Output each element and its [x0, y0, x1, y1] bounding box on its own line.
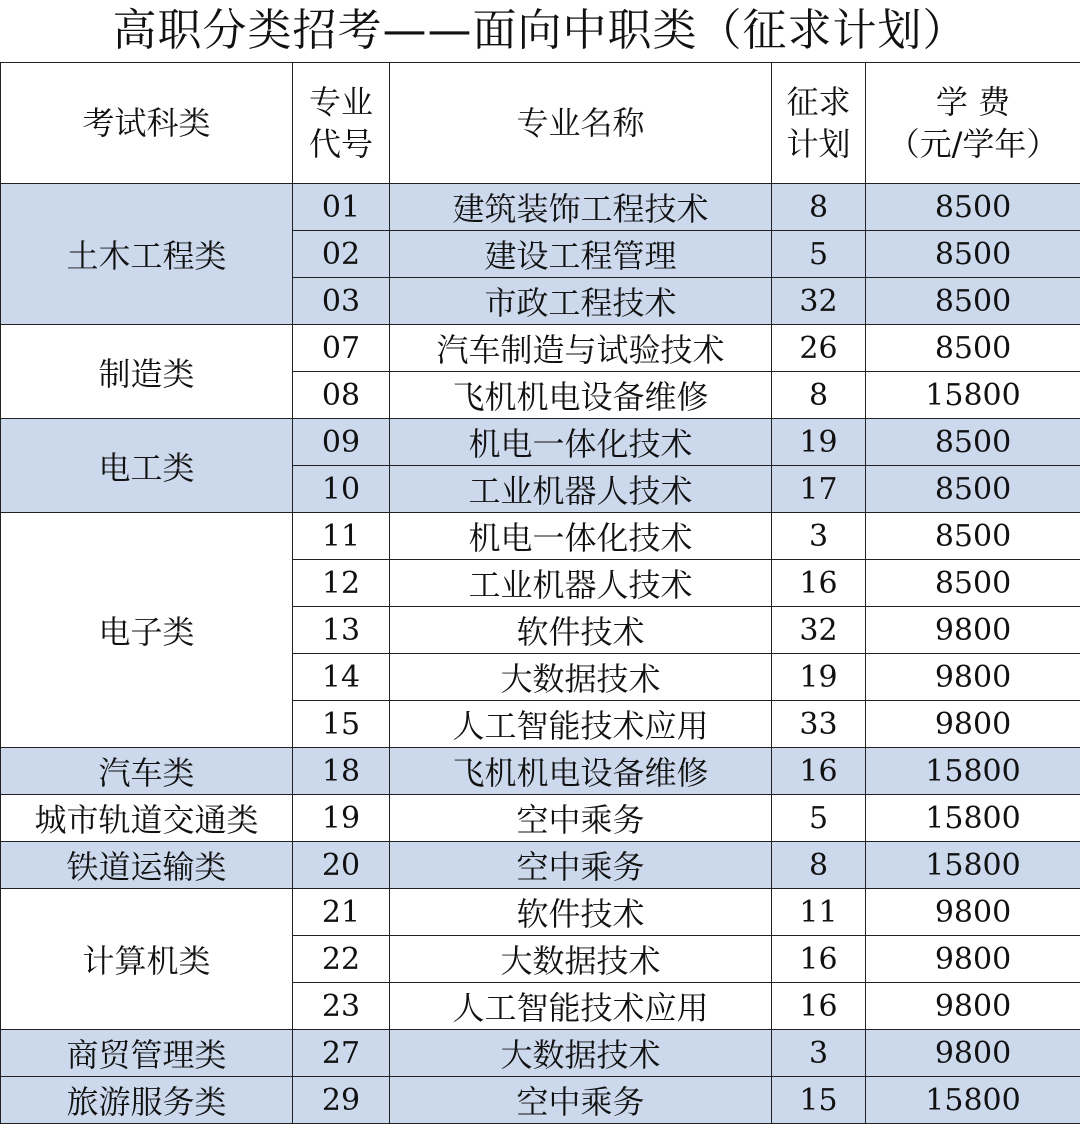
- fee-cell: 8500: [866, 513, 1080, 560]
- plan-cell: 8: [772, 842, 866, 889]
- major-name-cell: 工业机器人技术: [390, 560, 772, 607]
- fee-cell: 8500: [866, 231, 1080, 278]
- code-cell: 21: [293, 889, 390, 936]
- fee-cell: 8500: [866, 184, 1080, 231]
- header-plan-line1: 征求: [772, 81, 865, 123]
- plan-cell: 16: [772, 748, 866, 795]
- major-name-cell: 建设工程管理: [390, 231, 772, 278]
- enrollment-table: [0, 62, 1080, 1124]
- plan-cell: 16: [772, 560, 866, 607]
- table-row: [1, 1077, 1080, 1124]
- category-cell: 电工类: [1, 419, 293, 513]
- table-row: [1, 325, 1080, 372]
- header-plan-line2: 计划: [772, 123, 865, 165]
- major-name-cell: 机电一体化技术: [390, 513, 772, 560]
- code-cell: 08: [293, 372, 390, 419]
- category-cell: 城市轨道交通类: [1, 795, 293, 842]
- major-name-cell: 市政工程技术: [390, 278, 772, 325]
- code-cell: 27: [293, 1030, 390, 1077]
- major-name-cell: 软件技术: [390, 889, 772, 936]
- code-cell: 13: [293, 607, 390, 654]
- code-cell: 23: [293, 983, 390, 1030]
- code-cell: 22: [293, 936, 390, 983]
- header-fee-line2: （元/学年）: [866, 123, 1080, 165]
- header-plan: [772, 63, 866, 184]
- plan-cell: 3: [772, 513, 866, 560]
- plan-cell: 5: [772, 231, 866, 278]
- code-cell: 03: [293, 278, 390, 325]
- plan-cell: 15: [772, 1077, 866, 1124]
- plan-cell: 11: [772, 889, 866, 936]
- plan-cell: 33: [772, 701, 866, 748]
- category-cell: 计算机类: [1, 889, 293, 1030]
- category-cell: 电子类: [1, 513, 293, 748]
- header-code-line1: 专业: [293, 81, 389, 123]
- table-row: [1, 184, 1080, 231]
- major-name-cell: 汽车制造与试验技术: [390, 325, 772, 372]
- fee-cell: 9800: [866, 654, 1080, 701]
- category-cell: 制造类: [1, 325, 293, 419]
- table-row: [1, 889, 1080, 936]
- code-cell: 09: [293, 419, 390, 466]
- major-name-cell: 大数据技术: [390, 654, 772, 701]
- plan-cell: 32: [772, 607, 866, 654]
- plan-cell: 32: [772, 278, 866, 325]
- code-cell: 07: [293, 325, 390, 372]
- category-cell: 铁道运输类: [1, 842, 293, 889]
- major-name-cell: 空中乘务: [390, 795, 772, 842]
- plan-cell: 26: [772, 325, 866, 372]
- header-row: [1, 63, 1080, 184]
- code-cell: 01: [293, 184, 390, 231]
- major-name-cell: 空中乘务: [390, 842, 772, 889]
- fee-cell: 8500: [866, 466, 1080, 513]
- code-cell: 18: [293, 748, 390, 795]
- major-name-cell: 建筑装饰工程技术: [390, 184, 772, 231]
- major-name-cell: 大数据技术: [390, 1030, 772, 1077]
- major-name-cell: 软件技术: [390, 607, 772, 654]
- category-cell: 汽车类: [1, 748, 293, 795]
- table-row: [1, 513, 1080, 560]
- fee-cell: 8500: [866, 278, 1080, 325]
- table-row: [1, 795, 1080, 842]
- code-cell: 29: [293, 1077, 390, 1124]
- fee-cell: 8500: [866, 325, 1080, 372]
- plan-cell: 8: [772, 372, 866, 419]
- code-cell: 19: [293, 795, 390, 842]
- fee-cell: 15800: [866, 372, 1080, 419]
- code-cell: 20: [293, 842, 390, 889]
- plan-cell: 19: [772, 419, 866, 466]
- plan-cell: 8: [772, 184, 866, 231]
- plan-cell: 17: [772, 466, 866, 513]
- table-row: [1, 748, 1080, 795]
- category-cell: 土木工程类: [1, 184, 293, 325]
- fee-cell: 15800: [866, 795, 1080, 842]
- header-code-line2: 代号: [293, 123, 389, 165]
- fee-cell: 9800: [866, 983, 1080, 1030]
- major-name-cell: 工业机器人技术: [390, 466, 772, 513]
- code-cell: 14: [293, 654, 390, 701]
- code-cell: 02: [293, 231, 390, 278]
- fee-cell: 15800: [866, 842, 1080, 889]
- table-row: [1, 842, 1080, 889]
- plan-cell: 16: [772, 983, 866, 1030]
- plan-cell: 19: [772, 654, 866, 701]
- major-name-cell: 人工智能技术应用: [390, 983, 772, 1030]
- code-cell: 11: [293, 513, 390, 560]
- plan-cell: 16: [772, 936, 866, 983]
- major-name-cell: 飞机机电设备维修: [390, 372, 772, 419]
- fee-cell: 8500: [866, 560, 1080, 607]
- header-name: 专业名称: [390, 63, 772, 184]
- fee-cell: 9800: [866, 1030, 1080, 1077]
- table-body: [1, 184, 1080, 1124]
- major-name-cell: 机电一体化技术: [390, 419, 772, 466]
- code-cell: 12: [293, 560, 390, 607]
- header-category: 考试科类: [1, 63, 293, 184]
- fee-cell: 9800: [866, 936, 1080, 983]
- header-fee-line1: 学 费: [866, 81, 1080, 123]
- major-name-cell: 人工智能技术应用: [390, 701, 772, 748]
- plan-cell: 3: [772, 1030, 866, 1077]
- category-cell: 旅游服务类: [1, 1077, 293, 1124]
- major-name-cell: 空中乘务: [390, 1077, 772, 1124]
- code-cell: 15: [293, 701, 390, 748]
- code-cell: 10: [293, 466, 390, 513]
- fee-cell: 9800: [866, 701, 1080, 748]
- fee-cell: 9800: [866, 889, 1080, 936]
- major-name-cell: 飞机机电设备维修: [390, 748, 772, 795]
- header-code: [293, 63, 390, 184]
- category-cell: 商贸管理类: [1, 1030, 293, 1077]
- page-title: 高职分类招考——面向中职类（征求计划）: [0, 0, 1080, 62]
- fee-cell: 9800: [866, 607, 1080, 654]
- header-fee: [866, 63, 1080, 184]
- fee-cell: 8500: [866, 419, 1080, 466]
- major-name-cell: 大数据技术: [390, 936, 772, 983]
- fee-cell: 15800: [866, 1077, 1080, 1124]
- fee-cell: 15800: [866, 748, 1080, 795]
- plan-cell: 5: [772, 795, 866, 842]
- table-row: [1, 419, 1080, 466]
- table-row: [1, 1030, 1080, 1077]
